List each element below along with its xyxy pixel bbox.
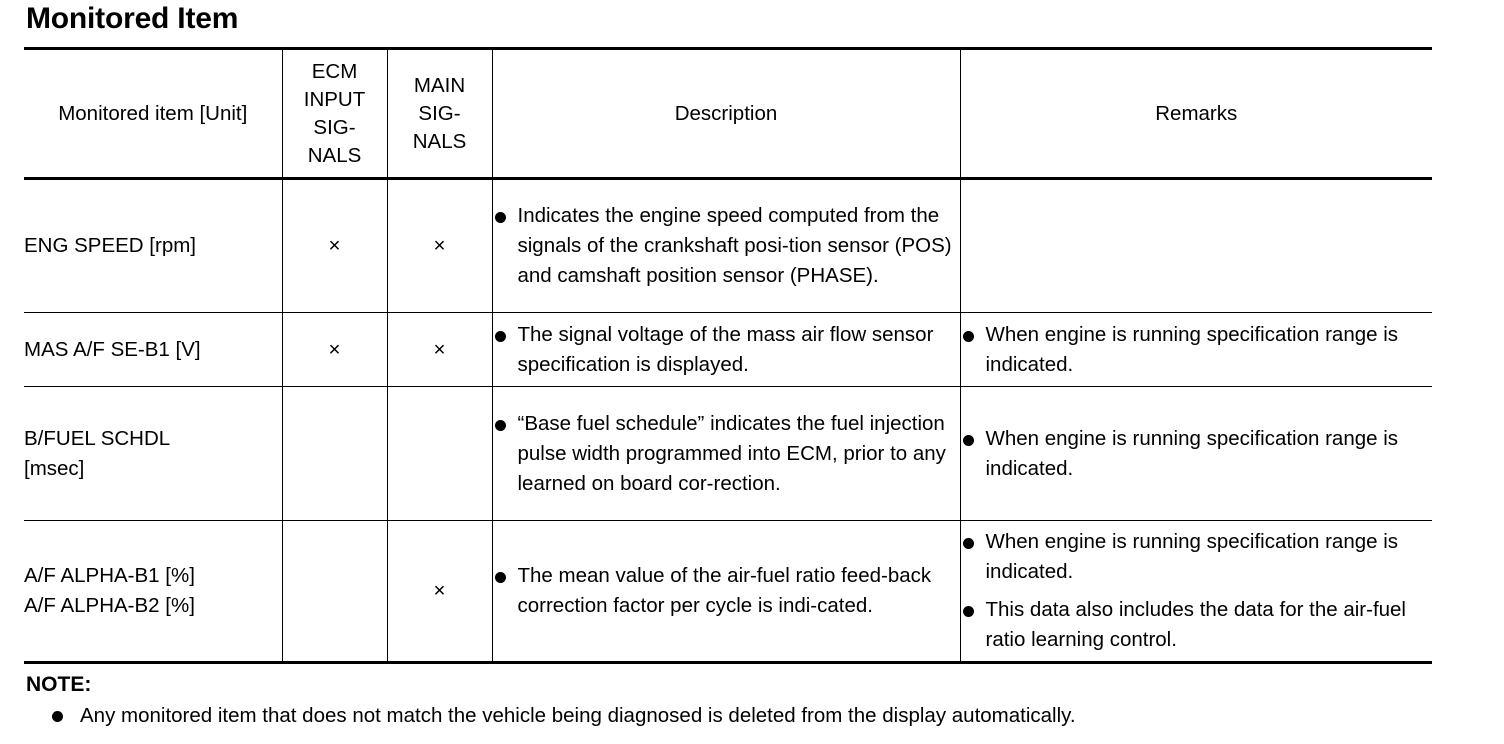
monitored-item-name: ENG SPEED [rpm] [24,234,197,257]
header-description: Description [492,49,960,179]
description-bullet: Indicates the engine speed computed from the signals of the crankshaft posi-tion sensor (POS) and camshaft position sensor (PHASE). [493,201,960,291]
main-signal-mark [387,387,492,521]
header-main-signals [387,49,492,179]
page-title: Monitored Item [26,2,239,35]
description-bullet: “Base fuel schedule” indicates the fuel injection pulse width programmed into ECM, prior to any learned on board cor-rection. [493,409,960,499]
monitored-item-name: MAS A/F SE-B1 [V] [24,337,201,361]
description-bullet: The signal voltage of the mass air flow sensor specification is displayed. [493,320,960,380]
monitored-item-name: A/F ALPHA-B2 [%] [24,594,195,617]
header-ecm-line: ECM [311,59,358,83]
description-cell-list [493,409,960,499]
ecm-input-signal-mark: × [282,313,387,387]
header-main-line: NALS [412,129,467,153]
remarks-cell-list [961,320,1433,380]
monitored-item-cell [24,179,282,313]
monitored-item-name: A/F ALPHA-B1 [%] [24,564,195,587]
remarks-cell-list [961,527,1433,655]
description-cell [492,179,960,313]
description-cell-list [493,561,960,621]
remark-bullet: This data also includes the data for the air-fuel ratio learning control. [961,595,1433,655]
main-signal-mark: × [387,313,492,387]
remarks-cell [960,313,1432,387]
header-monitored-item: Monitored item [Unit] [24,49,282,179]
header-main-line: SIG- [418,101,461,125]
remark-bullet: When engine is running specification range is indicated. [961,320,1433,380]
ecm-input-signal-mark: × [282,179,387,313]
main-signal-mark: × [387,521,492,663]
header-ecm-input-signals [282,49,387,179]
description-bullet: The mean value of the air-fuel ratio feed-back correction factor per cycle is indi-cated. [493,561,960,621]
monitored-item-table [24,47,1432,664]
header-ecm-line: INPUT [303,87,366,111]
remarks-cell [960,387,1432,521]
table-row [24,313,1432,387]
monitored-item-name: [msec] [24,456,85,480]
description-cell [492,313,960,387]
header-ecm-line: NALS [307,143,362,167]
monitored-item-name: B/FUEL SCHDL [24,426,171,450]
note-item: Any monitored item that does not match the vehicle being diagnosed is deleted from the display automatically. [50,702,1076,730]
header-main-line: MAIN [413,73,466,97]
monitored-item-cell [24,521,282,663]
table-row [24,387,1432,521]
main-signal-mark: × [387,179,492,313]
description-cell [492,521,960,663]
header-ecm-line: SIG- [313,115,356,139]
remark-bullet: When engine is running specification range is indicated. [961,527,1433,587]
description-cell [492,387,960,521]
ecm-input-signal-mark [282,521,387,663]
remarks-cell [960,521,1432,663]
remarks-cell [960,179,1432,313]
table-row [24,179,1432,313]
table-header-row [24,49,1432,179]
monitored-item-cell [24,313,282,387]
ecm-input-signal-mark [282,387,387,521]
monitored-item-cell [24,387,282,521]
description-cell-list [493,320,960,380]
description-cell-list [493,201,960,291]
remarks-cell-list [961,424,1433,484]
header-remarks: Remarks [960,49,1432,179]
note-label: NOTE: [26,673,92,696]
table-row [24,521,1432,663]
remark-bullet: When engine is running specification range is indicated. [961,424,1433,484]
